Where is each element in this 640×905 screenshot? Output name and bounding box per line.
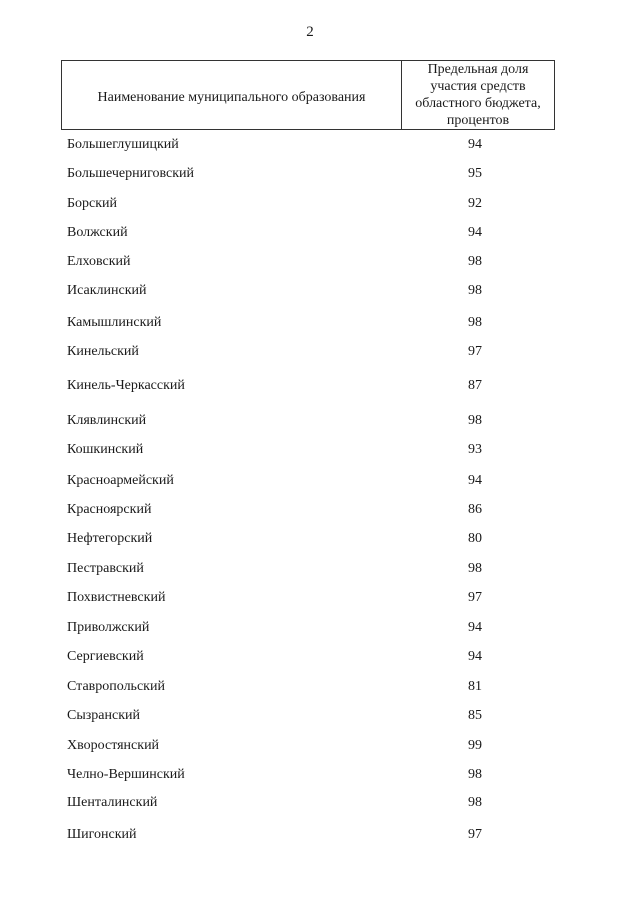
municipality-name: Большечерниговский <box>67 166 195 181</box>
table-row <box>61 825 555 845</box>
table-row <box>61 559 555 579</box>
budget-share-value: 94 <box>468 620 482 635</box>
municipality-name: Камышлинский <box>67 315 162 330</box>
budget-share-value: 98 <box>468 283 482 298</box>
budget-share-value: 99 <box>468 738 482 753</box>
header-budget-share-line: процентов <box>446 113 510 128</box>
municipality-name: Хворостянский <box>67 738 160 753</box>
municipality-name: Сызранский <box>67 708 140 723</box>
municipality-name: Елховский <box>67 254 131 269</box>
table-row <box>61 440 555 460</box>
municipality-name: Борский <box>67 196 118 211</box>
table-row <box>61 471 555 491</box>
municipality-name: Челно-Вершинский <box>67 767 185 782</box>
municipality-name: Кошкинский <box>67 442 144 457</box>
budget-share-value: 98 <box>468 254 482 269</box>
budget-share-value: 94 <box>468 649 482 664</box>
municipality-name: Ставропольский <box>67 679 165 694</box>
municipality-name: Волжский <box>67 225 128 240</box>
header-budget-share-line: Предельная доля <box>427 62 529 77</box>
municipality-name: Красноярский <box>67 502 152 517</box>
table-row <box>61 647 555 667</box>
municipality-name: Шенталинский <box>67 795 158 810</box>
table-row <box>61 342 555 362</box>
municipality-name: Кинельский <box>67 344 139 359</box>
table-row <box>61 677 555 697</box>
municipality-name: Пестравский <box>67 561 144 576</box>
budget-share-value: 98 <box>468 795 482 810</box>
municipal-share-table <box>61 60 555 850</box>
municipality-name: Кинель-Черкасский <box>67 378 185 393</box>
table-row <box>61 588 555 608</box>
table-row <box>61 135 555 155</box>
table-row <box>61 164 555 184</box>
header-municipality-name: Наименование муниципального образования <box>62 61 402 129</box>
budget-share-value: 81 <box>468 679 482 694</box>
budget-share-value: 98 <box>468 315 482 330</box>
budget-share-value: 93 <box>468 442 482 457</box>
table-body <box>61 130 555 850</box>
municipality-name: Похвистневский <box>67 590 166 605</box>
budget-share-value: 98 <box>468 413 482 428</box>
table-row <box>61 529 555 549</box>
budget-share-value: 97 <box>468 344 482 359</box>
budget-share-value: 92 <box>468 196 482 211</box>
table-row <box>61 194 555 214</box>
budget-share-value: 95 <box>468 166 482 181</box>
municipality-name: Сергиевский <box>67 649 144 664</box>
municipality-name: Большеглушицкий <box>67 137 179 152</box>
municipality-name: Клявлинский <box>67 413 147 428</box>
header-budget-share-line: областного бюджета, <box>415 96 541 111</box>
budget-share-value: 94 <box>468 473 482 488</box>
municipality-name: Шигонский <box>67 827 137 842</box>
table-row <box>61 281 555 301</box>
municipality-name: Нефтегорский <box>67 531 153 546</box>
municipality-name: Красноармейский <box>67 473 174 488</box>
budget-share-value: 86 <box>468 502 482 517</box>
budget-share-value: 80 <box>468 531 482 546</box>
table-row <box>61 411 555 431</box>
table-row <box>61 765 555 785</box>
budget-share-value: 97 <box>468 590 482 605</box>
table-header <box>61 60 555 130</box>
table-row <box>61 376 555 396</box>
budget-share-value: 94 <box>468 137 482 152</box>
table-row <box>61 706 555 726</box>
budget-share-value: 87 <box>468 378 482 393</box>
header-budget-share-line: участия средств <box>430 79 526 94</box>
municipality-name: Исаклинский <box>67 283 147 298</box>
table-row <box>61 223 555 243</box>
budget-share-value: 94 <box>468 225 482 240</box>
page-number: 2 <box>306 24 314 40</box>
budget-share-value: 97 <box>468 827 482 842</box>
table-row <box>61 500 555 520</box>
table-row <box>61 736 555 756</box>
municipality-name: Приволжский <box>67 620 150 635</box>
table-row <box>61 618 555 638</box>
table-row <box>61 313 555 333</box>
budget-share-value: 98 <box>468 767 482 782</box>
budget-share-value: 98 <box>468 561 482 576</box>
table-row <box>61 252 555 272</box>
header-budget-share <box>402 61 554 129</box>
budget-share-value: 85 <box>468 708 482 723</box>
table-row <box>61 793 555 813</box>
